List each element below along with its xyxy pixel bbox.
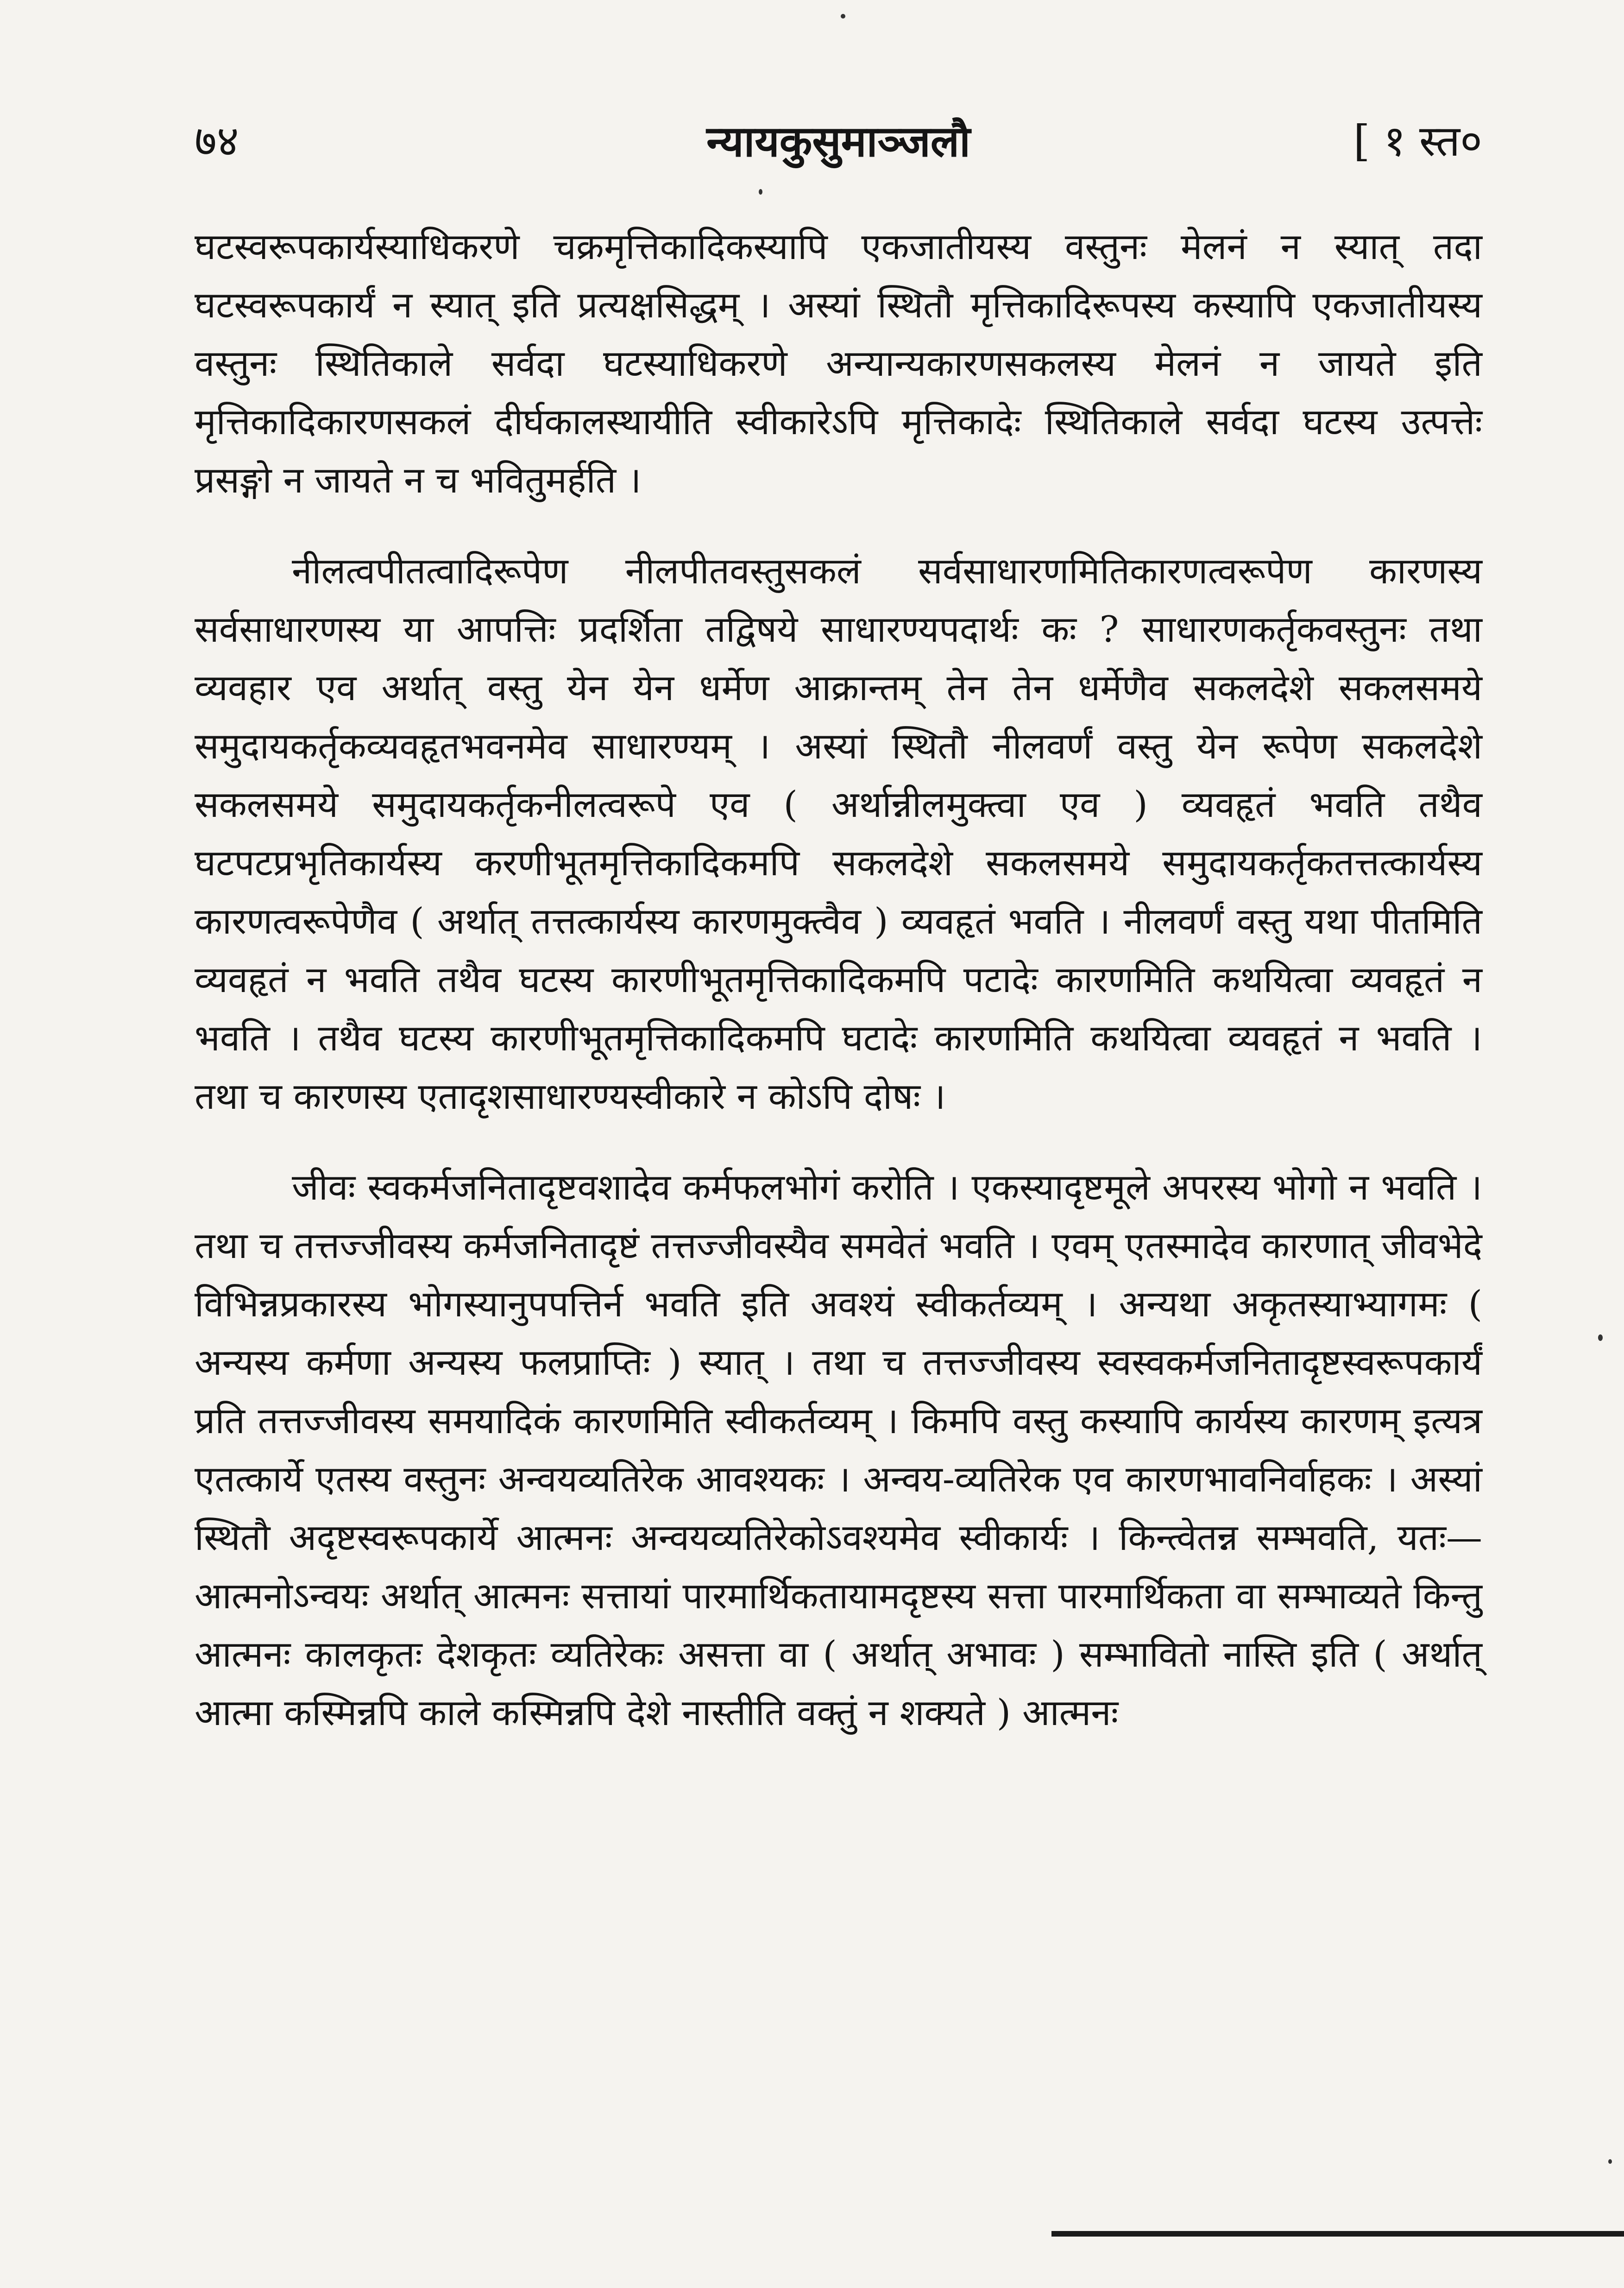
bottom-rule xyxy=(1051,2231,1624,2237)
section-marker: [ १ स्त० xyxy=(1353,116,1482,166)
page-body xyxy=(195,218,1482,1742)
scan-speck xyxy=(1608,2159,1612,2164)
scan-speck xyxy=(759,189,762,195)
book-title: न्यायकुसुमाञ्जलौ xyxy=(706,116,970,166)
paragraph-2: नीलत्वपीतत्वादिरूपेण नीलपीतवस्तुसकलं सर्वसाधारणमितिकारणत्वरूपेण कारणस्य सर्वसाधारणस्य या आपत्तिः प्रदर्शिता तद्विषये साधारण्यपदार्थः कः ? साधारणकर्तृकवस्तुनः तथा व्यवहार एव अर्थात् वस्तु येन येन धर्मेण आक्रान्तम् तेन तेन धर्मेणैव सकलदेशे सकलसमये समुदायकर्तृकव्यवहृतभवनमेव साधारण्यम् । अस्यां स्थितौ नीलवर्णं वस्तु येन रूपेण सकलदेशे सकलसमये समुदायकर्तृकनीलत्वरूपे एव ( अर्थान्नीलमुक्त्वा एव ) व्यवहृतं भवति तथैव घटपटप्रभृतिकार्यस्य करणीभूतमृत्तिकादिकमपि सकलदेशे सकलसमये समुदायकर्तृकतत्तत्कार्यस्य कारणत्वरूपेणैव ( अर्थात् तत्तत्कार्यस्य कारणमुक्त्वैव ) व्यवहृतं भवति । नीलवर्णं वस्तु यथा पीतमिति व्यवहृतं न भवति तथैव घटस्य कारणीभूतमृत्तिकादिकमपि पटादेः कारणमिति कथयित्वा व्यवहृतं न भवति । तथैव घटस्य कारणीभूतमृत्तिकादिकमपि घटादेः कारणमिति कथयित्वा व्यवहृतं न भवति । तथा च कारणस्य एतादृशसाधारण्यस्वीकारे न कोऽपि दोषः । xyxy=(195,550,1482,1118)
paragraph-1: घटस्वरूपकार्यस्याधिकरणे चक्रमृत्तिकादिकस्यापि एकजातीयस्य वस्तुनः मेलनं न स्यात् तदा घटस्वरूपकार्यं न स्यात् इति प्रत्यक्षसिद्धम् । अस्यां स्थितौ मृत्तिकादिरूपस्य कस्यापि एकजातीयस्य वस्तुनः स्थितिकाले सर्वदा घटस्याधिकरणे अन्यान्यकारणसकलस्य मेलनं न जायते इति मृत्तिकादिकारणसकलं दीर्घकालस्थायीति स्वीकारेऽपि मृत्तिकादेः स्थितिकाले सर्वदा घटस्य उत्पत्तेः प्रसङ्गो न जायते न च भवितुमर्हति । xyxy=(195,226,1482,501)
page-number: ७४ xyxy=(195,116,239,166)
running-header xyxy=(195,111,1482,171)
scan-speck xyxy=(841,14,845,19)
scan-speck xyxy=(1598,1334,1603,1341)
paragraph-3: जीवः स्वकर्मजनितादृष्टवशादेव कर्मफलभोगं करोति । एकस्यादृष्टमूले अपरस्य भोगो न भवति । तथा च तत्तज्जीवस्य कर्मजनितादृष्टं तत्तज्जीवस्यैव समवेतं भवति । एवम् एतस्मादेव कारणात् जीवभेदे विभिन्नप्रकारस्य भोगस्यानुपपत्तिर्न भवति इति अवश्यं स्वीकर्तव्यम् । अन्यथा अकृतस्याभ्यागमः ( अन्यस्य कर्मणा अन्यस्य फलप्राप्तिः ) स्यात् । तथा च तत्तज्जीवस्य स्वस्वकर्मजनितादृष्टस्वरूपकार्यं प्रति तत्तज्जीवस्य समयादिकं कारणमिति स्वीकर्तव्यम् । किमपि वस्तु कस्यापि कार्यस्य कारणम् इत्यत्र एतत्कार्ये एतस्य वस्तुनः अन्वयव्यतिरेक आवश्यकः । अन्वय-व्यतिरेक एव कारणभावनिर्वाहकः । अस्यां स्थितौ अदृष्टस्वरूपकार्ये आत्मनः अन्वयव्यतिरेकोऽवश्यमेव स्वीकार्यः । किन्त्वेतन्न सम्भवति, यतः—आत्मनोऽन्वयः अर्थात् आत्मनः सत्तायां पारमार्थिकतायामदृष्टस्य सत्ता पारमार्थिकता वा सम्भाव्यते किन्तु आत्मनः कालकृतः देशकृतः व्यतिरेकः असत्ता वा ( अर्थात् अभावः ) सम्भावितो नास्ति इति ( अर्थात् आत्मा कस्मिन्नपि काले कस्मिन्नपि देशे नास्तीति वक्तुं न शक्यते ) आत्मनः xyxy=(195,1167,1482,1734)
